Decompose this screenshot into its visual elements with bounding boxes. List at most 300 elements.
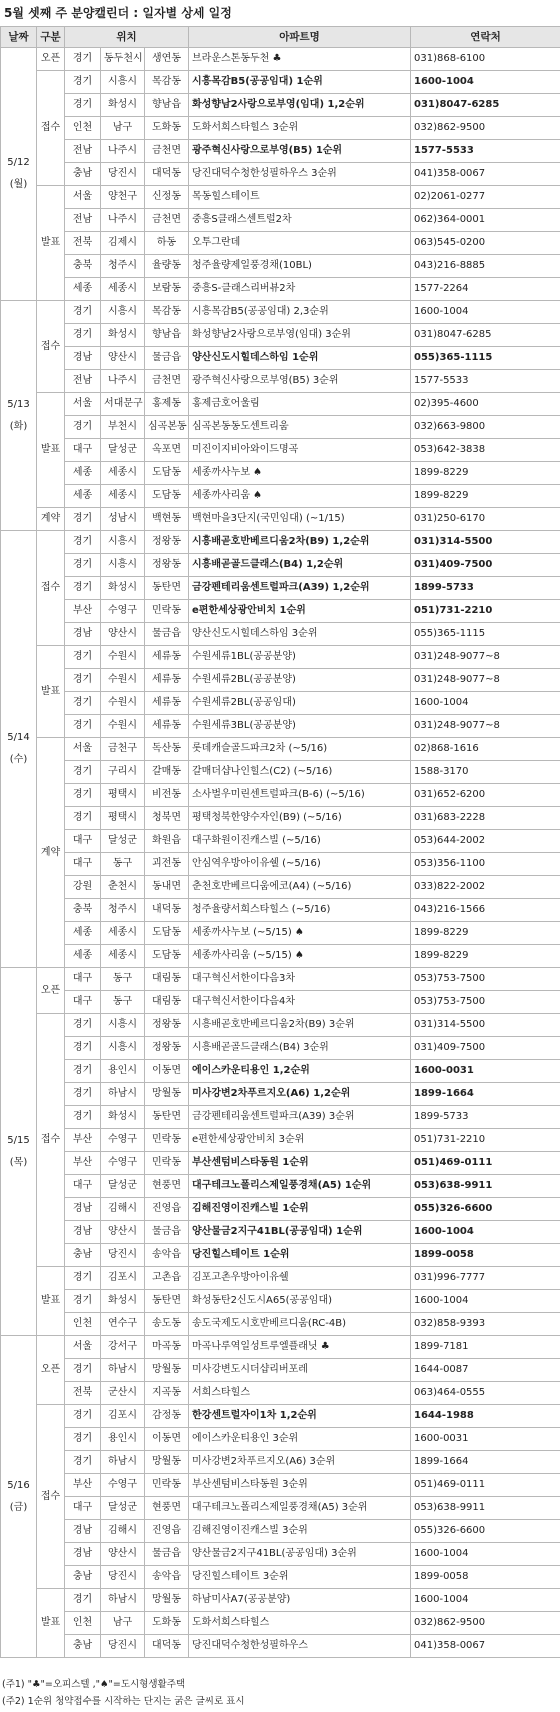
city-cell: 화성시 [101, 1290, 145, 1313]
apartment-name-cell: 시흥목감B5(공공임대) 1순위 [189, 71, 411, 94]
type-cell: 접수 [37, 531, 65, 646]
apartment-name-cell: 수원세류3BL(공공분양) [189, 715, 411, 738]
contact-cell: 1600-1004 [411, 1221, 560, 1244]
contact-cell: 032)858-9393 [411, 1313, 560, 1336]
type-cell: 오픈 [37, 968, 65, 1014]
table-row [1, 163, 560, 186]
apartment-name-cell: 수원세류2BL(공공임대) [189, 692, 411, 715]
region-cell: 대구 [65, 1175, 101, 1198]
table-row [1, 140, 560, 163]
town-cell: 율량동 [145, 255, 189, 278]
contact-cell: 1600-1004 [411, 692, 560, 715]
table-row [1, 324, 560, 347]
apartment-name-cell: 화성향남2사랑으로부영(임대) 1,2순위 [189, 94, 411, 117]
town-cell: 화원읍 [145, 830, 189, 853]
region-cell: 대구 [65, 853, 101, 876]
city-cell: 금천구 [101, 738, 145, 761]
date-value: 5/13 [7, 398, 30, 410]
apartment-name-cell: 당진힐스테이트 3순위 [189, 1566, 411, 1589]
region-cell: 부산 [65, 1152, 101, 1175]
contact-cell: 1600-0031 [411, 1428, 560, 1451]
contact-cell: 041)358-0067 [411, 163, 560, 186]
contact-cell: 053)753-7500 [411, 968, 560, 991]
table-header-row [1, 27, 560, 48]
town-cell: 세류동 [145, 669, 189, 692]
town-cell: 동탄면 [145, 1106, 189, 1129]
town-cell: 감정동 [145, 1405, 189, 1428]
town-cell: 내덕동 [145, 899, 189, 922]
city-cell: 달성군 [101, 1497, 145, 1520]
contact-cell: 043)216-8885 [411, 255, 560, 278]
date-value: 5/15 [7, 1134, 30, 1146]
city-cell: 당진시 [101, 163, 145, 186]
contact-cell: 031)652-6200 [411, 784, 560, 807]
table-row [1, 370, 560, 393]
region-cell: 충남 [65, 1244, 101, 1267]
table-row [1, 416, 560, 439]
city-cell: 동두천시 [101, 48, 145, 71]
city-cell: 시흥시 [101, 71, 145, 94]
table-row [1, 1589, 560, 1612]
town-cell: 마곡동 [145, 1336, 189, 1359]
region-cell: 충남 [65, 1566, 101, 1589]
town-cell: 지곡동 [145, 1382, 189, 1405]
date-value: 5/16 [7, 1479, 30, 1491]
apartment-name-cell: 김해진영이진캐스빌 3순위 [189, 1520, 411, 1543]
table-row [1, 1474, 560, 1497]
contact-cell: 02)2061-0277 [411, 186, 560, 209]
type-cell: 접수 [37, 71, 65, 186]
town-cell: 송악읍 [145, 1244, 189, 1267]
town-cell: 신정동 [145, 186, 189, 209]
city-cell: 용인시 [101, 1428, 145, 1451]
header-contact: 연락처 [411, 27, 560, 48]
town-cell: 도담동 [145, 922, 189, 945]
town-cell: 도담동 [145, 462, 189, 485]
city-cell: 세종시 [101, 922, 145, 945]
city-cell: 수영구 [101, 1152, 145, 1175]
region-cell: 경기 [65, 301, 101, 324]
region-cell: 경기 [65, 1060, 101, 1083]
region-cell: 경기 [65, 554, 101, 577]
contact-cell: 032)663-9800 [411, 416, 560, 439]
town-cell: 정왕동 [145, 1037, 189, 1060]
city-cell: 김포시 [101, 1405, 145, 1428]
city-cell: 동구 [101, 968, 145, 991]
contact-cell: 031)250-6170 [411, 508, 560, 531]
town-cell: 옥포면 [145, 439, 189, 462]
region-cell: 대구 [65, 439, 101, 462]
town-cell: 목감동 [145, 71, 189, 94]
apartment-name-cell: 부산센텀비스타동원 3순위 [189, 1474, 411, 1497]
contact-cell: 031)8047-6285 [411, 94, 560, 117]
town-cell: 현풍면 [145, 1175, 189, 1198]
apartment-name-cell: 목동힐스테이트 [189, 186, 411, 209]
contact-cell: 02)868-1616 [411, 738, 560, 761]
type-cell: 발표 [37, 1267, 65, 1336]
apartment-name-cell: 에이스카운티용인 3순위 [189, 1428, 411, 1451]
region-cell: 충북 [65, 899, 101, 922]
city-cell: 수원시 [101, 646, 145, 669]
town-cell: 생연동 [145, 48, 189, 71]
table-row [1, 1060, 560, 1083]
region-cell: 경기 [65, 669, 101, 692]
town-cell: 정왕동 [145, 554, 189, 577]
city-cell: 시흥시 [101, 1037, 145, 1060]
footnotes [2, 1676, 558, 1710]
city-cell: 수원시 [101, 692, 145, 715]
apartment-name-cell: 오투그란데 [189, 232, 411, 255]
table-row [1, 1497, 560, 1520]
region-cell: 세종 [65, 485, 101, 508]
contact-cell: 053)638-9911 [411, 1175, 560, 1198]
apartment-name-cell: 갈매더샵나인힐스(C2) (~5/16) [189, 761, 411, 784]
city-cell: 김해시 [101, 1520, 145, 1543]
region-cell: 대구 [65, 968, 101, 991]
region-cell: 경남 [65, 347, 101, 370]
region-cell: 경기 [65, 784, 101, 807]
table-row [1, 1405, 560, 1428]
city-cell: 양천구 [101, 186, 145, 209]
town-cell: 도화동 [145, 1612, 189, 1635]
town-cell: 도담동 [145, 945, 189, 968]
weekday-value: (화) [9, 420, 28, 432]
region-cell: 충북 [65, 255, 101, 278]
apartment-name-cell: 서희스타힐스 [189, 1382, 411, 1405]
town-cell: 민락동 [145, 1152, 189, 1175]
table-row [1, 301, 560, 324]
city-cell: 세종시 [101, 462, 145, 485]
contact-cell: 1600-1004 [411, 1543, 560, 1566]
town-cell: 대덕동 [145, 163, 189, 186]
region-cell: 세종 [65, 945, 101, 968]
town-cell: 물금읍 [145, 1543, 189, 1566]
footnote-1: (주1) "♣"=오피스텔 ,"♠"=도시형생활주택 [2, 1679, 186, 1690]
city-cell: 달성군 [101, 830, 145, 853]
contact-cell: 051)469-0111 [411, 1474, 560, 1497]
contact-cell: 1600-1004 [411, 71, 560, 94]
apartment-name-cell: 홍제금호어울림 [189, 393, 411, 416]
town-cell: 정왕동 [145, 531, 189, 554]
type-cell: 오픈 [37, 1336, 65, 1405]
city-cell: 청주시 [101, 899, 145, 922]
city-cell: 동구 [101, 853, 145, 876]
table-row [1, 71, 560, 94]
apartment-name-cell: 부산센텀비스타동원 1순위 [189, 1152, 411, 1175]
city-cell: 구리시 [101, 761, 145, 784]
city-cell: 서대문구 [101, 393, 145, 416]
town-cell: 세류동 [145, 646, 189, 669]
region-cell: 부산 [65, 1129, 101, 1152]
town-cell: 금천면 [145, 209, 189, 232]
contact-cell: 053)638-9911 [411, 1497, 560, 1520]
apartment-name-cell: 광주혁신사랑으로부영(B5) 3순위 [189, 370, 411, 393]
contact-cell: 1899-1664 [411, 1083, 560, 1106]
region-cell: 경기 [65, 531, 101, 554]
apartment-name-cell: 시흥배곧골드클래스(B4) 1,2순위 [189, 554, 411, 577]
contact-cell: 055)326-6600 [411, 1198, 560, 1221]
apartment-name-cell: 화성동탄2신도시A65(공공임대) [189, 1290, 411, 1313]
city-cell: 남구 [101, 1612, 145, 1635]
table-row [1, 1037, 560, 1060]
contact-cell: 1588-3170 [411, 761, 560, 784]
apartment-name-cell: 시흥배곧호반베르디움2차(B9) 1,2순위 [189, 531, 411, 554]
table-row [1, 1290, 560, 1313]
region-cell: 대구 [65, 830, 101, 853]
town-cell: 망월동 [145, 1359, 189, 1382]
contact-cell: 051)731-2210 [411, 1129, 560, 1152]
table-row [1, 1014, 560, 1037]
contact-cell: 02)395-4600 [411, 393, 560, 416]
city-cell: 시흥시 [101, 1014, 145, 1037]
date-value: 5/14 [7, 732, 30, 743]
table-row [1, 48, 560, 71]
apartment-name-cell: e편한세상광안비치 3순위 [189, 1129, 411, 1152]
apartment-name-cell: 세종까사리움 (~5/15) ♠ [189, 945, 411, 968]
city-cell: 부천시 [101, 416, 145, 439]
town-cell: 물금읍 [145, 1221, 189, 1244]
apartment-name-cell: 하남미사A7(공공분양) [189, 1589, 411, 1612]
town-cell: 망월동 [145, 1083, 189, 1106]
table-row [1, 462, 560, 485]
apartment-name-cell: 세종까사누보 ♠ [189, 462, 411, 485]
contact-cell: 1899-5733 [411, 1106, 560, 1129]
date-cell [1, 531, 37, 968]
city-cell: 춘천시 [101, 876, 145, 899]
contact-cell: 055)365-1115 [411, 347, 560, 370]
town-cell: 물금읍 [145, 623, 189, 646]
weekday-value: (수) [9, 754, 28, 765]
schedule-body [1, 48, 560, 1658]
region-cell: 경기 [65, 1359, 101, 1382]
table-row [1, 1566, 560, 1589]
table-row [1, 1520, 560, 1543]
contact-cell: 033)822-2002 [411, 876, 560, 899]
city-cell: 당진시 [101, 1566, 145, 1589]
region-cell: 서울 [65, 186, 101, 209]
apartment-name-cell: 마곡나루역일성트루엘플래닛 ♣ [189, 1336, 411, 1359]
apartment-name-cell: 심곡본동동도센트리움 [189, 416, 411, 439]
city-cell: 나주시 [101, 209, 145, 232]
contact-cell: 031)314-5500 [411, 1014, 560, 1037]
header-location: 위치 [65, 27, 189, 48]
apartment-name-cell: 수원세류2BL(공공분양) [189, 669, 411, 692]
table-row [1, 1382, 560, 1405]
city-cell: 수영구 [101, 1474, 145, 1497]
town-cell: 홍제동 [145, 393, 189, 416]
table-row [1, 508, 560, 531]
table-row [1, 1336, 560, 1359]
region-cell: 경남 [65, 1221, 101, 1244]
town-cell: 도화동 [145, 117, 189, 140]
apartment-name-cell: 세종까사누보 (~5/15) ♠ [189, 922, 411, 945]
apartment-name-cell: 대구혁신서한이다음3차 [189, 968, 411, 991]
city-cell: 세종시 [101, 945, 145, 968]
type-cell: 오픈 [37, 48, 65, 71]
apartment-name-cell: 김포고촌우방아이유쉘 [189, 1267, 411, 1290]
table-row [1, 968, 560, 991]
city-cell: 달성군 [101, 439, 145, 462]
region-cell: 경기 [65, 48, 101, 71]
table-row [1, 830, 560, 853]
city-cell: 시흥시 [101, 531, 145, 554]
town-cell: 청북면 [145, 807, 189, 830]
type-cell: 접수 [37, 301, 65, 393]
contact-cell: 1899-8229 [411, 922, 560, 945]
contact-cell: 051)731-2210 [411, 600, 560, 623]
town-cell: 이동면 [145, 1428, 189, 1451]
town-cell: 보람동 [145, 278, 189, 301]
table-row [1, 669, 560, 692]
schedule-table [0, 26, 560, 1658]
type-cell: 계약 [37, 508, 65, 531]
table-row [1, 991, 560, 1014]
date-cell [1, 301, 37, 531]
apartment-name-cell: 백현마을3단지(국민임대) (~1/15) [189, 508, 411, 531]
region-cell: 경기 [65, 1037, 101, 1060]
apartment-name-cell: 중흥S클래스센트럴2차 [189, 209, 411, 232]
city-cell: 화성시 [101, 1106, 145, 1129]
contact-cell: 043)216-1566 [411, 899, 560, 922]
table-row [1, 1152, 560, 1175]
date-value: 5/12 [7, 157, 30, 168]
table-row [1, 715, 560, 738]
town-cell: 괴전동 [145, 853, 189, 876]
table-row [1, 1428, 560, 1451]
table-row [1, 1543, 560, 1566]
table-row [1, 1359, 560, 1382]
town-cell: 망월동 [145, 1589, 189, 1612]
apartment-name-cell: 양산신도시힐데스하임 3순위 [189, 623, 411, 646]
contact-cell: 1899-8229 [411, 945, 560, 968]
apartment-name-cell: 소사벌우미린센트럴파크(B-6) (~5/16) [189, 784, 411, 807]
contact-cell: 031)248-9077~8 [411, 715, 560, 738]
table-row [1, 1221, 560, 1244]
date-cell [1, 48, 37, 301]
table-row [1, 278, 560, 301]
region-cell: 전남 [65, 370, 101, 393]
contact-cell: 032)862-9500 [411, 117, 560, 140]
contact-cell: 1644-0087 [411, 1359, 560, 1382]
region-cell: 경기 [65, 1106, 101, 1129]
city-cell: 남구 [101, 117, 145, 140]
contact-cell: 053)642-3838 [411, 439, 560, 462]
contact-cell: 063)464-0555 [411, 1382, 560, 1405]
apartment-name-cell: 안심역우방아이유쉘 (~5/16) [189, 853, 411, 876]
region-cell: 경기 [65, 416, 101, 439]
region-cell: 경기 [65, 508, 101, 531]
region-cell: 경기 [65, 1083, 101, 1106]
contact-cell: 062)364-0001 [411, 209, 560, 232]
region-cell: 서울 [65, 1336, 101, 1359]
date-cell [1, 968, 37, 1336]
region-cell: 충남 [65, 1635, 101, 1658]
region-cell: 경기 [65, 692, 101, 715]
table-row [1, 1106, 560, 1129]
table-row [1, 209, 560, 232]
contact-cell: 053)644-2002 [411, 830, 560, 853]
table-row [1, 692, 560, 715]
table-row [1, 876, 560, 899]
city-cell: 세종시 [101, 278, 145, 301]
table-row [1, 1313, 560, 1336]
page-title: 5월 셋째 주 분양캘린더 : 일자별 상세 일정 [4, 6, 232, 20]
apartment-name-cell: 미사강변2차푸르지오(A6) 3순위 [189, 1451, 411, 1474]
contact-cell: 031)248-9077~8 [411, 646, 560, 669]
town-cell: 망월동 [145, 1451, 189, 1474]
apartment-name-cell: 양산물금2지구41BL(공공임대) 3순위 [189, 1543, 411, 1566]
region-cell: 경기 [65, 646, 101, 669]
contact-cell: 1899-7181 [411, 1336, 560, 1359]
type-cell: 발표 [37, 393, 65, 508]
type-cell: 접수 [37, 1014, 65, 1267]
town-cell: 민락동 [145, 600, 189, 623]
apartment-name-cell: 시흥목감B5(공공임대) 2,3순위 [189, 301, 411, 324]
table-row [1, 1175, 560, 1198]
town-cell: 이동면 [145, 1060, 189, 1083]
town-cell: 세류동 [145, 692, 189, 715]
table-row [1, 117, 560, 140]
city-cell: 성남시 [101, 508, 145, 531]
region-cell: 세종 [65, 922, 101, 945]
town-cell: 금천면 [145, 140, 189, 163]
town-cell: 송악읍 [145, 1566, 189, 1589]
type-cell: 접수 [37, 1405, 65, 1589]
contact-cell: 1577-5533 [411, 140, 560, 163]
region-cell: 인천 [65, 117, 101, 140]
region-cell: 경기 [65, 71, 101, 94]
city-cell: 화성시 [101, 577, 145, 600]
city-cell: 양산시 [101, 623, 145, 646]
contact-cell: 053)356-1100 [411, 853, 560, 876]
city-cell: 평택시 [101, 807, 145, 830]
header-type: 구분 [37, 27, 65, 48]
apartment-name-cell: 대구화원이진캐스빌 (~5/16) [189, 830, 411, 853]
region-cell: 경기 [65, 761, 101, 784]
contact-cell: 031)248-9077~8 [411, 669, 560, 692]
city-cell: 김제시 [101, 232, 145, 255]
contact-cell: 1899-0058 [411, 1244, 560, 1267]
contact-cell: 031)314-5500 [411, 531, 560, 554]
table-row [1, 646, 560, 669]
town-cell: 향남읍 [145, 94, 189, 117]
town-cell: 백현동 [145, 508, 189, 531]
town-cell: 민락동 [145, 1129, 189, 1152]
table-row [1, 922, 560, 945]
city-cell: 당진시 [101, 1244, 145, 1267]
region-cell: 전북 [65, 232, 101, 255]
region-cell: 인천 [65, 1612, 101, 1635]
footnote-2: (주2) 1순위 청약접수를 시작하는 단지는 굵은 글씨로 표시 [2, 1696, 245, 1707]
city-cell: 화성시 [101, 324, 145, 347]
apartment-name-cell: 당진대덕수청한성필하우스 3순위 [189, 163, 411, 186]
date-cell [1, 1336, 37, 1658]
apartment-name-cell: 도화서희스타힐스 3순위 [189, 117, 411, 140]
table-row [1, 255, 560, 278]
apartment-name-cell: 양산물금2지구41BL(공공임대) 1순위 [189, 1221, 411, 1244]
apartment-name-cell: 광주혁신사랑으로부영(B5) 1순위 [189, 140, 411, 163]
region-cell: 서울 [65, 738, 101, 761]
region-cell: 경남 [65, 1543, 101, 1566]
city-cell: 화성시 [101, 94, 145, 117]
city-cell: 김해시 [101, 1198, 145, 1221]
contact-cell: 1577-5533 [411, 370, 560, 393]
contact-cell: 031)868-6100 [411, 48, 560, 71]
city-cell: 양산시 [101, 1221, 145, 1244]
table-row [1, 853, 560, 876]
contact-cell: 053)753-7500 [411, 991, 560, 1014]
apartment-name-cell: 송도국제도시호반베르디움(RC-4B) [189, 1313, 411, 1336]
